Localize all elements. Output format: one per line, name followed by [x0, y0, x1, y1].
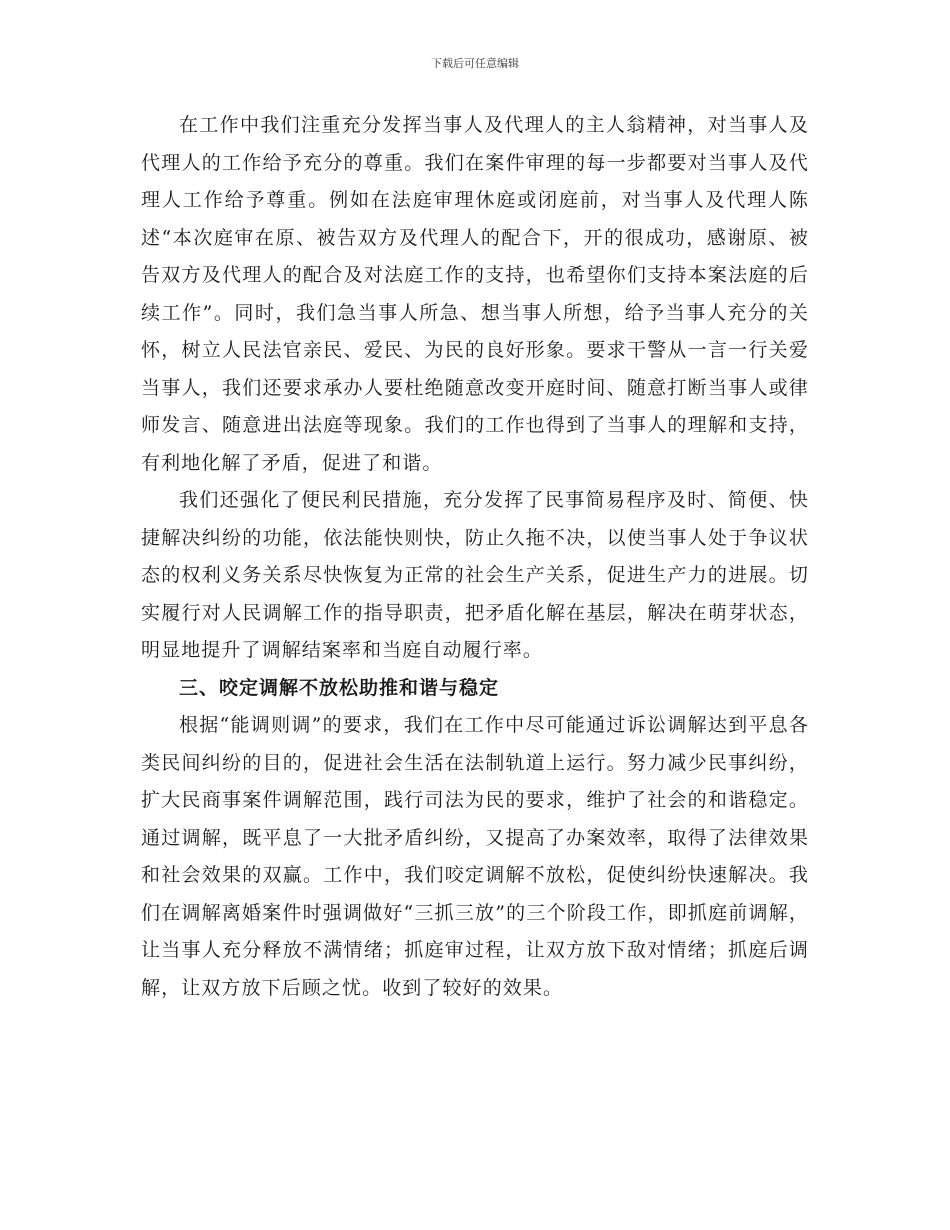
body-paragraph-2: 我们还强化了便民利民措施，充分发挥了民事简易程序及时、简便、快捷解决纠纷的功能，依法能快则快，防止久拖不决，以使当事人处于争议状态的权利义务关系尽快恢复为正常的社会生产关系，促进生产力的进展。切实履行对人民调解工作的指导职责，把矛盾化解在基层，解决在萌芽状态，明显地提升了调解结案率和当庭自动履行率。 — [141, 489, 809, 661]
section-paragraph: 根据“能调则调”的要求，我们在工作中尽可能通过诉讼调解达到平息各类民间纠纷的目的，促进社会生活在法制轨道上运行。努力减少民事纠纷，扩大民商事案件调解范围，践行司法为民的要求，维护了社会的和谐稳定。通过调解，既平息了一大批矛盾纠纷，又提高了办案效率，取得了法律效果和社会效果的双赢。工作中，我们咬定调解不放松，促使纠纷快速解决。我们在调解离婚案件时强调做好“三抓三放”的三个阶段工作，即抓庭前调解，让当事人充分释放不满情绪；抓庭审过程，让双方放下敌对情绪；抓庭后调解，让双方放下后顾之忧。收到了较好的效果。 — [141, 714, 809, 999]
page-header-note: 下载后可任意编辑 — [431, 57, 519, 70]
body-paragraph-1: 在工作中我们注重充分发挥当事人及代理人的主人翁精神，对当事人及代理人的工作给予充分的尊重。我们在案件审理的每一步都要对当事人及代理人工作给予尊重。例如在法庭审理休庭或闭庭前，对当事人及代理人陈述“本次庭审在原、被告双方及代理人的配合下，开的很成功，感谢原、被告双方及代理人的配合及对法庭工作的支持，也希望你们支持本案法庭的后续工作”。同时，我们急当事人所急、想当事人所想，给予当事人充分的关怀，树立人民法官亲民、爱民、为民的良好形象。要求干警从一言一行关爱当事人，我们还要求承办人要杜绝随意改变开庭时间、随意打断当事人或律师发言、随意进出法庭等现象。我们的工作也得到了当事人的理解和支持，有利地化解了矛盾，促进了和谐。 — [141, 114, 809, 474]
document-body — [141, 107, 809, 1007]
section-heading: 三、咬定调解不放松助推和谐与稳定 — [179, 676, 500, 699]
